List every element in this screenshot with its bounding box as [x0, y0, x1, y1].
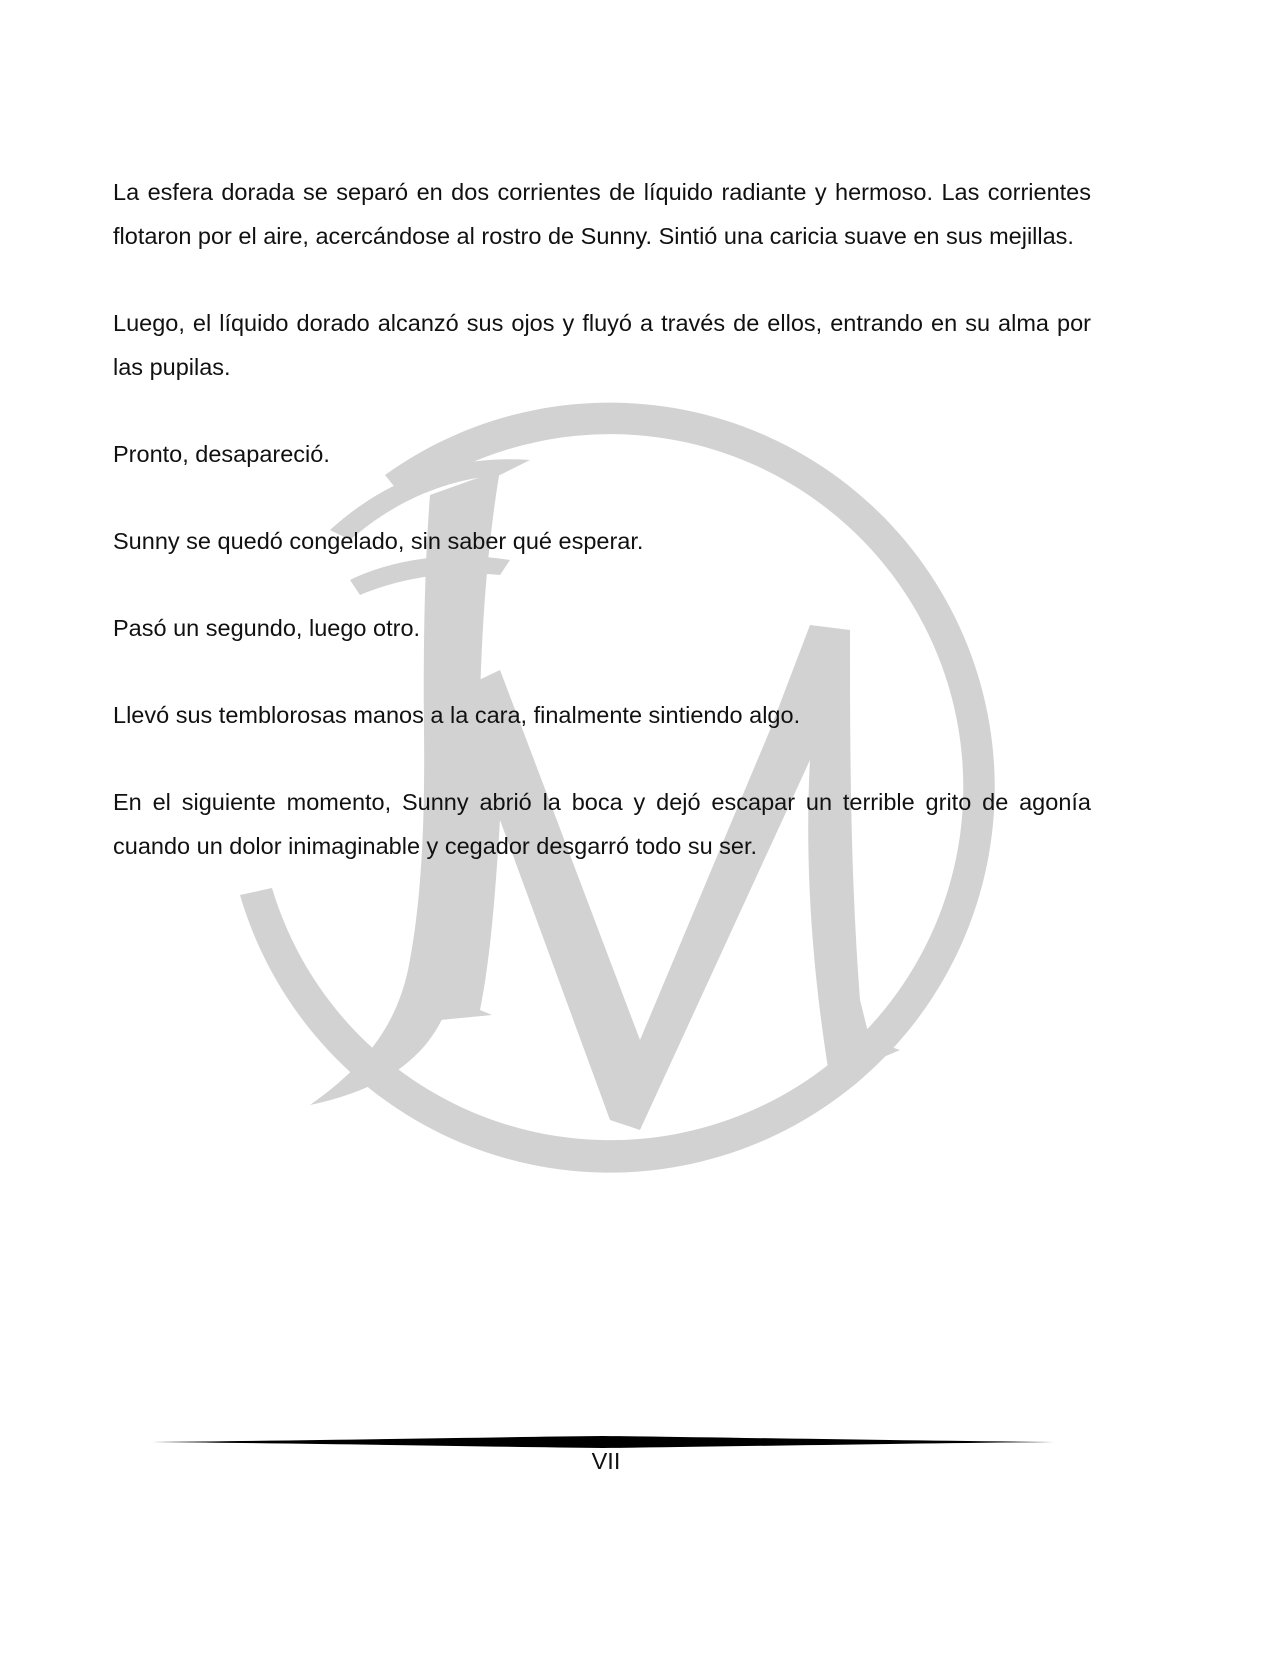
- document-body: [113, 170, 1091, 911]
- paragraph: Pasó un segundo, luego otro.: [113, 615, 421, 641]
- page-number: VII: [591, 1448, 621, 1474]
- paragraph: Llevó sus temblorosas manos a la cara, finalmente sintiendo algo.: [113, 702, 801, 728]
- paragraph: Pronto, desapareció.: [113, 441, 330, 467]
- footer-divider: [152, 1435, 1054, 1449]
- paragraph: La esfera dorada se separó en dos corrientes de líquido radiante y hermoso. Las corrientes flotaron por el aire, acercándose al rostro de Sunny. Sintió una caricia suave en sus mejillas.: [113, 179, 1091, 249]
- paragraph: Luego, el líquido dorado alcanzó sus ojos y fluyó a través de ellos, entrando en su alma por las pupilas.: [113, 310, 1091, 380]
- paragraph: En el siguiente momento, Sunny abrió la boca y dejó escapar un terrible grito de agonía cuando un dolor inimaginable y cegador desgarró todo su ser.: [113, 789, 1091, 859]
- paragraph: Sunny se quedó congelado, sin saber qué esperar.: [113, 528, 644, 554]
